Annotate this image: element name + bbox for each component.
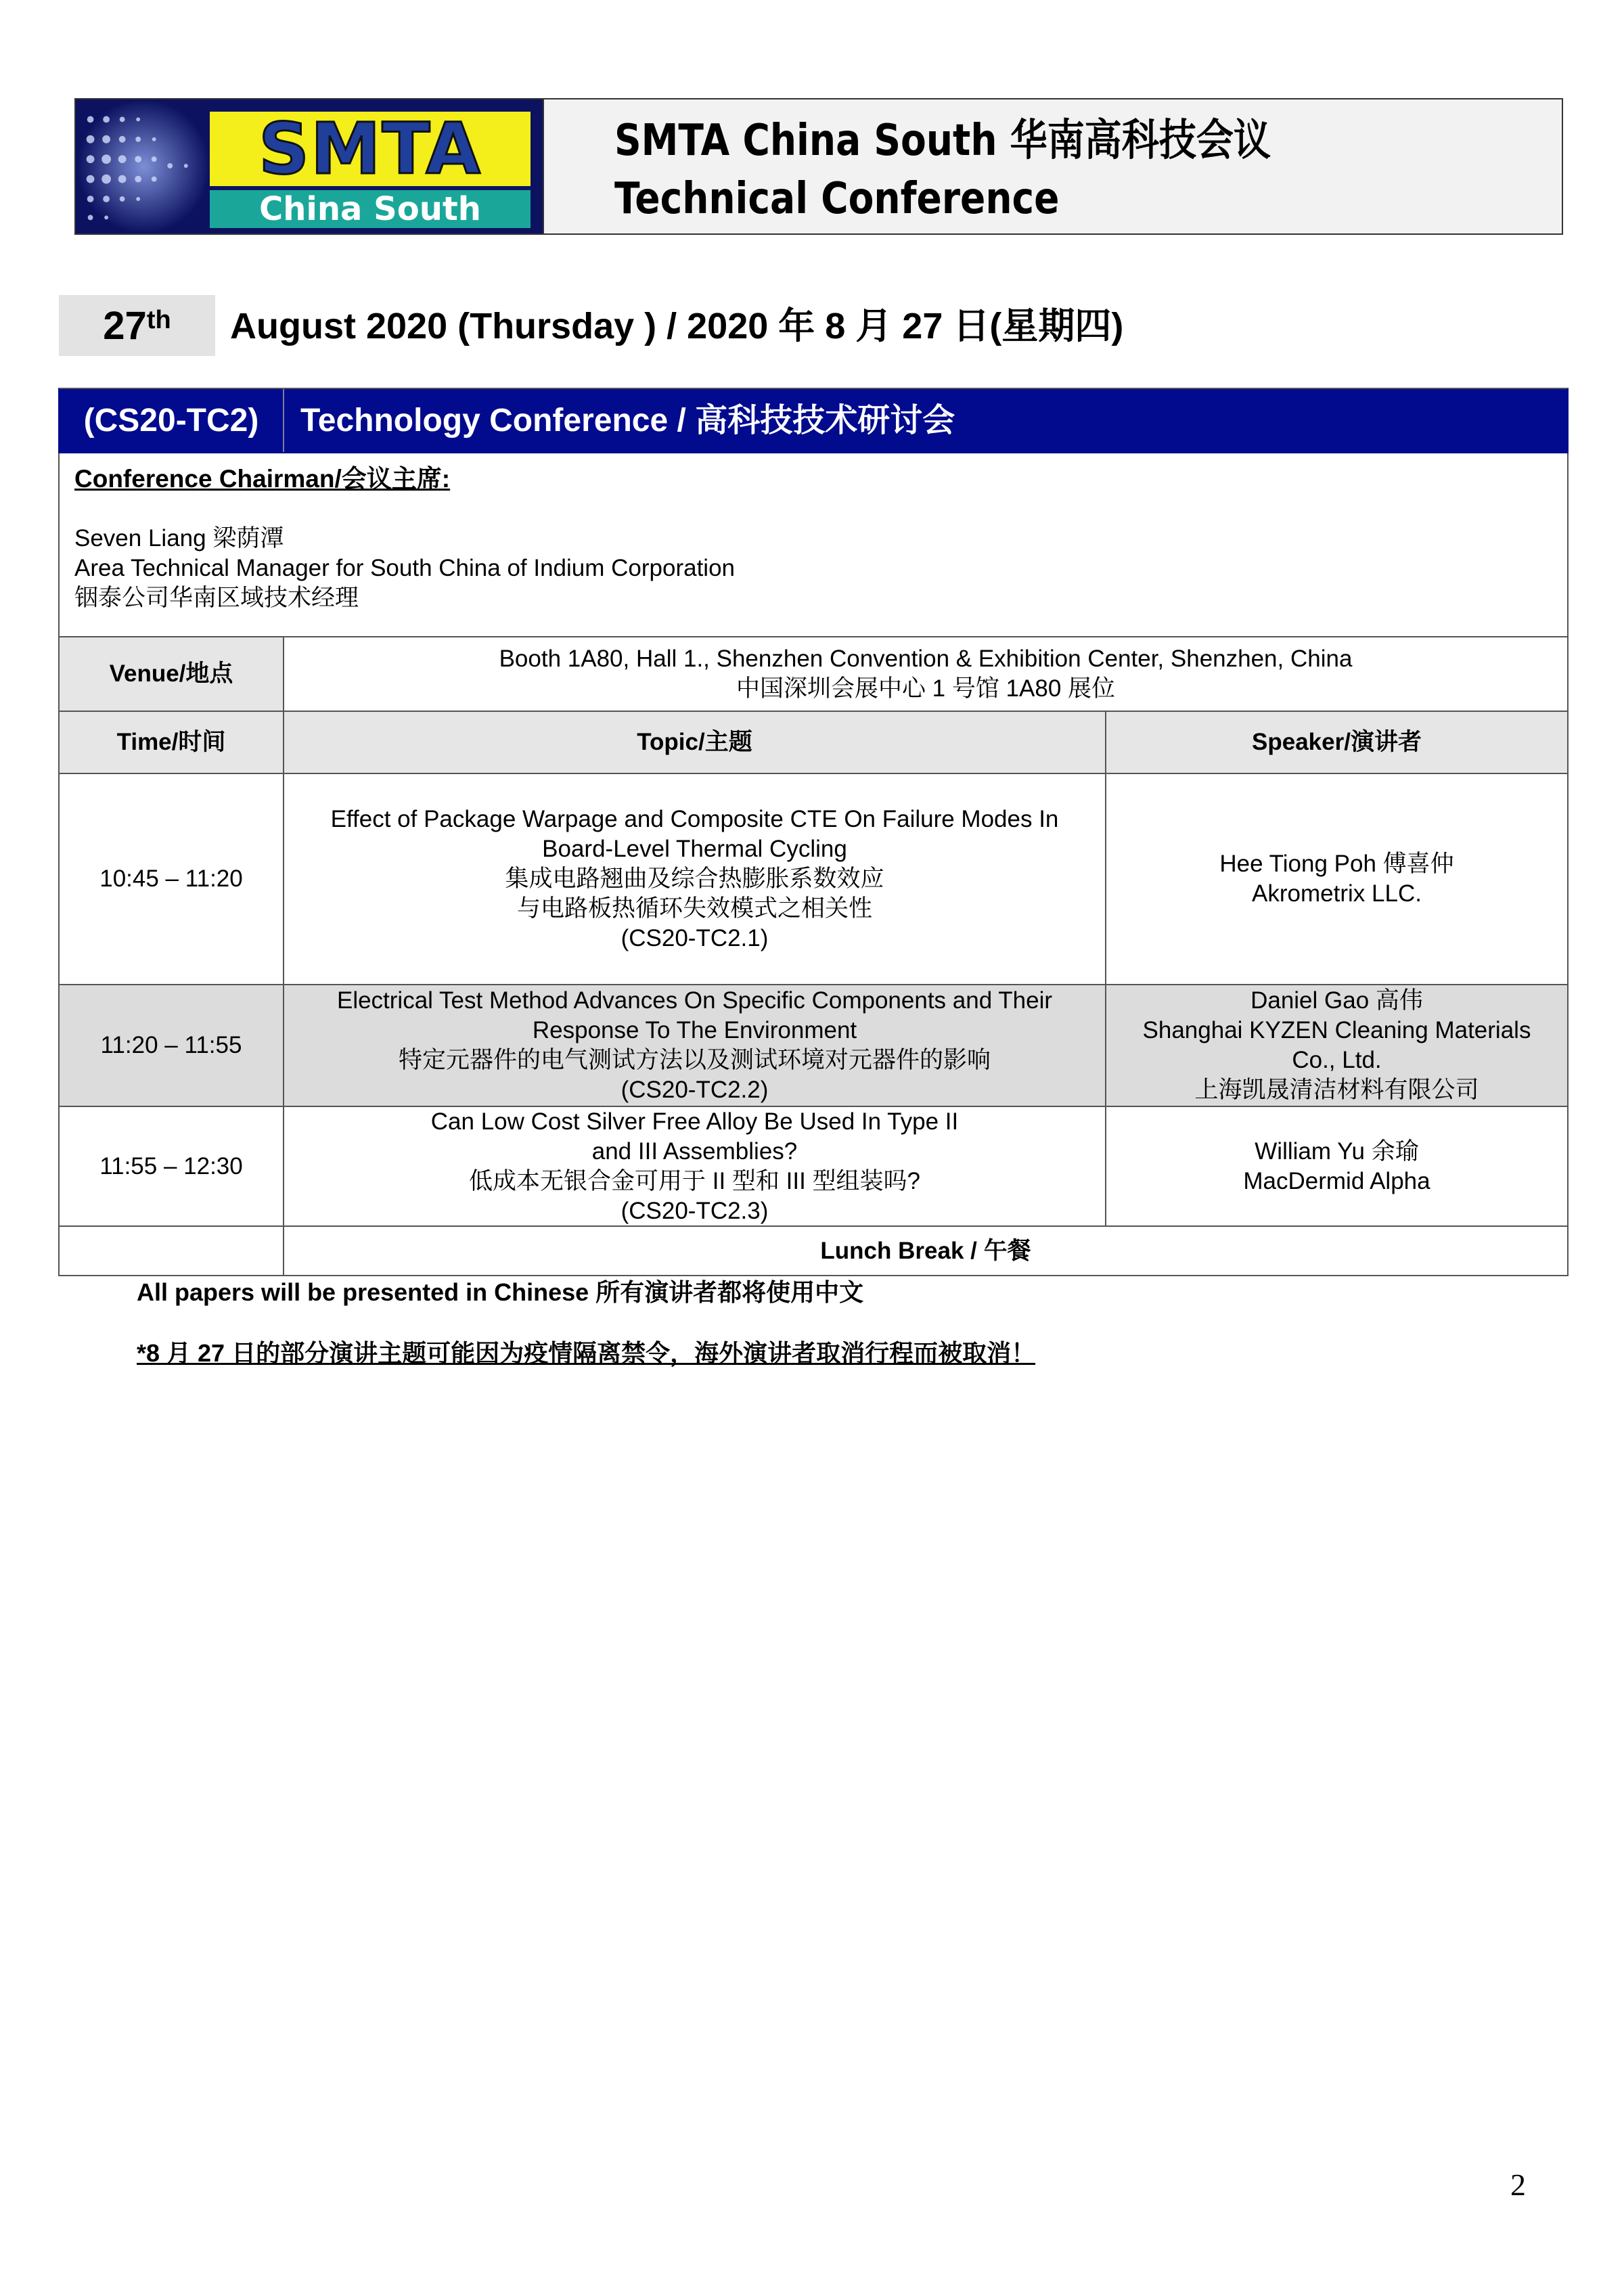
- topic-line: Board-Level Thermal Cycling: [542, 836, 847, 862]
- topic-line: Electrical Test Method Advances On Specific Components and Their: [336, 987, 1053, 1014]
- table-row: [58, 774, 1569, 985]
- speaker-company-cn: 上海凯晟清洁材料有限公司: [1194, 1077, 1479, 1103]
- banner-title-line1: SMTA China South 华南高科技会议: [614, 116, 1271, 166]
- session-speaker: [1106, 774, 1567, 984]
- header-time: Time/时间: [60, 712, 284, 773]
- dot-pattern-icon: [76, 99, 211, 233]
- language-note: All papers will be presented in Chinese 所有演讲者都将使用中文: [137, 1278, 864, 1306]
- header-banner: [74, 98, 1563, 235]
- chairman-role-cn: 铟泰公司华南区域技术经理: [74, 585, 359, 611]
- banner-title: [544, 99, 1378, 233]
- logo-yellow-block: [210, 108, 531, 190]
- speaker-name: William Yu 余瑜: [1255, 1138, 1419, 1165]
- topic-code: (CS20-TC2.2): [621, 1077, 769, 1103]
- session-speaker: [1106, 985, 1567, 1106]
- logo-subtext: China South: [259, 190, 481, 228]
- smta-logo: [76, 99, 544, 233]
- venue-label: Venue/地点: [60, 637, 284, 711]
- table-row: [58, 1107, 1569, 1227]
- venue-value: [284, 637, 1567, 711]
- session-speaker: [1106, 1107, 1567, 1225]
- topic-line-cn: 与电路板热循环失效模式之相关性: [516, 895, 872, 922]
- session-topic: [284, 1107, 1106, 1225]
- table-row: [58, 985, 1569, 1107]
- session-topic: [284, 985, 1106, 1106]
- chairman-label-line: [74, 464, 1552, 494]
- lunch-break: Lunch Break / 午餐: [820, 1237, 1031, 1264]
- topic-code: (CS20-TC2.1): [621, 925, 769, 951]
- lunch-row: [58, 1227, 1569, 1276]
- cancellation-note: *8 月 27 日的部分演讲主题可能因为疫情隔离禁令，海外演讲者取消行程而被取消！: [137, 1339, 1036, 1367]
- session-title: Technology Conference / 高科技技术研讨会: [300, 402, 955, 438]
- date-text: August 2020 (Thursday ) / 2020 年 8 月 27 日(星期四): [230, 306, 1124, 346]
- table-header-row: [58, 712, 1569, 774]
- venue-row: [58, 637, 1569, 712]
- speaker-name: Hee Tiong Poh 傅喜仲: [1219, 851, 1454, 877]
- topic-line-cn: 集成电路翘曲及综合热膨胀系数效应: [505, 865, 884, 892]
- session-code: (CS20-TC2): [60, 389, 284, 452]
- chairman-label: Conference Chairman/会议主席: [74, 465, 442, 493]
- banner-title-line2: Technical Conference: [614, 174, 1060, 224]
- topic-line: Response To The Environment: [532, 1017, 857, 1043]
- chairman-role: Area Technical Manager for South China of Indium Corporation: [74, 555, 736, 581]
- logo-teal-block: [210, 190, 531, 228]
- topic-code: (CS20-TC2.3): [621, 1197, 769, 1224]
- date-suffix: th: [146, 305, 171, 334]
- session-topic: [284, 774, 1106, 984]
- session-time: 10:45 – 11:20: [60, 774, 284, 984]
- header-topic: Topic/主题: [284, 712, 1106, 773]
- date-day-box: [59, 295, 215, 356]
- topic-line: and III Assemblies?: [591, 1138, 798, 1165]
- session-header: [58, 388, 1569, 453]
- speaker-company: Shanghai KYZEN Cleaning Materials: [1142, 1017, 1531, 1043]
- venue-line2: 中国深圳会展中心 1 号馆 1A80 展位: [736, 675, 1116, 702]
- venue-line1: Booth 1A80, Hall 1., Shenzhen Convention & Exhibition Center, Shenzhen, China: [499, 646, 1353, 672]
- speaker-name: Daniel Gao 高伟: [1250, 987, 1423, 1014]
- speaker-company: MacDermid Alpha: [1243, 1167, 1430, 1194]
- date-day: 27: [103, 303, 147, 348]
- page-number: 2: [1510, 2167, 1526, 2202]
- header-speaker: Speaker/演讲者: [1252, 729, 1422, 755]
- speaker-company: Co., Ltd.: [1292, 1047, 1382, 1073]
- chairman-colon: :: [441, 465, 451, 493]
- topic-line: Effect of Package Warpage and Composite CTE On Failure Modes In: [330, 806, 1059, 832]
- session-time: 11:20 – 11:55: [60, 985, 284, 1106]
- session-time: 11:55 – 12:30: [60, 1107, 284, 1225]
- chairman-name: Seven Liang 梁荫潭: [74, 525, 284, 552]
- logo-text: SMTA: [258, 108, 482, 190]
- topic-line: Can Low Cost Silver Free Alloy Be Used In Type II: [430, 1108, 959, 1135]
- chairman-block: [58, 453, 1569, 637]
- topic-line-cn: 低成本无银合金可用于 II 型和 III 型组装吗?: [469, 1167, 920, 1194]
- speaker-company: Akrometrix LLC.: [1252, 880, 1422, 907]
- schedule-table: [58, 388, 1569, 1276]
- topic-line-cn: 特定元器件的电气测试方法以及测试环境对元器件的影响: [398, 1047, 991, 1073]
- lunch-time-empty: [60, 1227, 284, 1275]
